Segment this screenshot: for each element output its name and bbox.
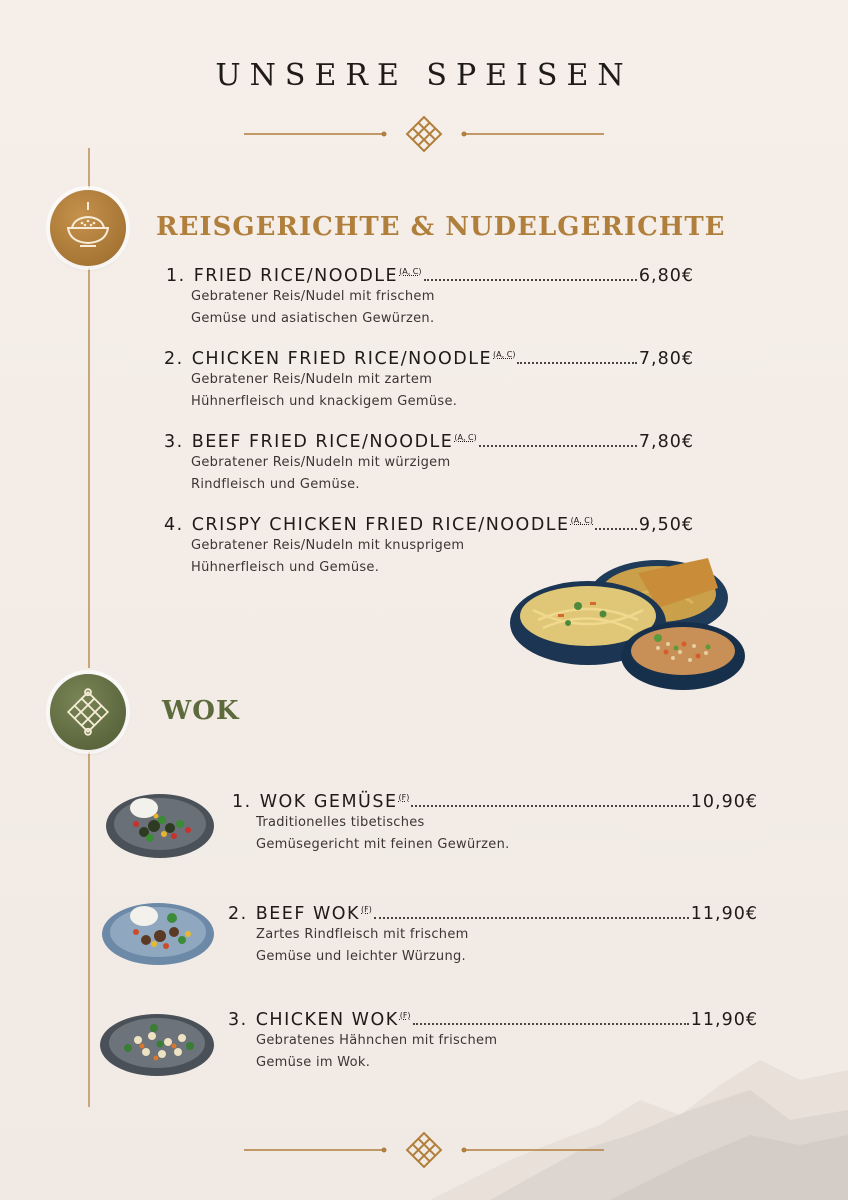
item-number: 2. — [164, 349, 184, 369]
list-item — [164, 349, 694, 412]
item-description: Gebratener Reis/Nudeln mit knusprigem — [191, 538, 465, 553]
timeline-line — [88, 752, 90, 1107]
allergen-note: (A, C) — [399, 267, 422, 276]
list-item — [228, 1010, 758, 1073]
item-description: Hühnerfleisch und Gemüse. — [191, 559, 380, 575]
allergen-note: (F) — [361, 905, 372, 914]
section-title-rest: NUDELGERICHTE — [445, 212, 726, 242]
allergen-note: (F) — [399, 1011, 411, 1020]
list-item — [228, 904, 758, 967]
item-number: 4. — [164, 515, 184, 535]
item-name: BEEF FRIED RICE/NOODLE — [191, 432, 454, 452]
item-price: 10,90€ — [690, 792, 758, 812]
wok-gemuse-photo — [104, 786, 216, 862]
item-description: Hühnerfleisch und knackigem Gemüse. — [191, 393, 458, 409]
allergen-note: (A, C) — [454, 433, 477, 442]
item-price: 11,90€ — [690, 904, 758, 924]
item-price: 9,50€ — [638, 515, 694, 535]
item-description: Zartes Rindfleisch mit frischem — [256, 927, 469, 942]
item-name: CHICKEN FRIED RICE/NOODLE — [191, 349, 493, 369]
allergen-note: (A, C) — [570, 516, 594, 525]
dot-leader — [424, 279, 637, 281]
item-description: Rindfleisch und Gemüse. — [191, 476, 360, 492]
item-description: Gebratener Reis/Nudeln mit zartem — [191, 372, 433, 387]
item-number: 2. — [228, 904, 248, 924]
rice-dishes-photo — [508, 548, 792, 696]
item-name: WOK GEMÜSE — [259, 792, 398, 812]
chicken-wok-photo — [98, 1010, 216, 1078]
item-description: Gemüse und asiatischen Gewürzen. — [191, 310, 435, 326]
item-price: 7,80€ — [638, 432, 694, 452]
item-description: Traditionelles tibetisches — [256, 815, 425, 830]
item-description: Gemüsegericht mit feinen Gewürzen. — [256, 836, 510, 852]
section-title-amp: & — [410, 212, 436, 242]
item-description: Gemüse im Wok. — [256, 1054, 371, 1070]
section-title-rice-noodles — [156, 212, 726, 242]
item-price: 7,80€ — [638, 349, 694, 369]
allergen-note: (F) — [398, 793, 410, 802]
item-number: 1. — [166, 266, 186, 286]
dot-leader — [595, 528, 637, 530]
list-item — [232, 792, 758, 855]
dot-leader — [517, 362, 636, 364]
section-title-main: REISGERICHTE — [156, 212, 401, 242]
list-item — [164, 432, 694, 495]
ornament-divider-bottom — [244, 1130, 604, 1170]
item-description: Gebratener Reis/Nudeln mit würzigem — [191, 455, 451, 470]
item-number: 1. — [232, 792, 252, 812]
item-price: 6,80€ — [638, 266, 694, 286]
dot-leader — [411, 805, 688, 807]
item-number: 3. — [164, 432, 184, 452]
dot-leader — [479, 445, 637, 447]
item-name: BEEF WOK — [255, 904, 361, 924]
rice-bowl-icon — [50, 190, 126, 266]
ornament-divider-top — [244, 114, 604, 154]
item-name: FRIED RICE/NOODLE — [193, 266, 399, 286]
item-description: Gebratenes Hähnchen mit frischem — [256, 1033, 498, 1048]
item-price: 11,90€ — [690, 1010, 758, 1030]
timeline-line — [88, 148, 90, 188]
page-title: UNSERE SPEISEN — [215, 58, 633, 93]
endless-knot-icon — [50, 674, 126, 750]
item-name: CRISPY CHICKEN FRIED RICE/NOODLE — [191, 515, 570, 535]
timeline-line — [88, 268, 90, 668]
item-name: CHICKEN WOK — [255, 1010, 399, 1030]
item-description: Gebratener Reis/Nudel mit frischem — [191, 289, 435, 304]
section-title-wok: WOK — [162, 696, 240, 726]
dot-leader — [413, 1023, 689, 1025]
item-number: 3. — [228, 1010, 248, 1030]
list-item — [166, 266, 694, 329]
item-description: Gemüse und leichter Würzung. — [256, 948, 466, 964]
beef-wok-photo — [100, 896, 216, 968]
dot-leader — [374, 917, 689, 919]
allergen-note: (A, C) — [493, 350, 516, 359]
